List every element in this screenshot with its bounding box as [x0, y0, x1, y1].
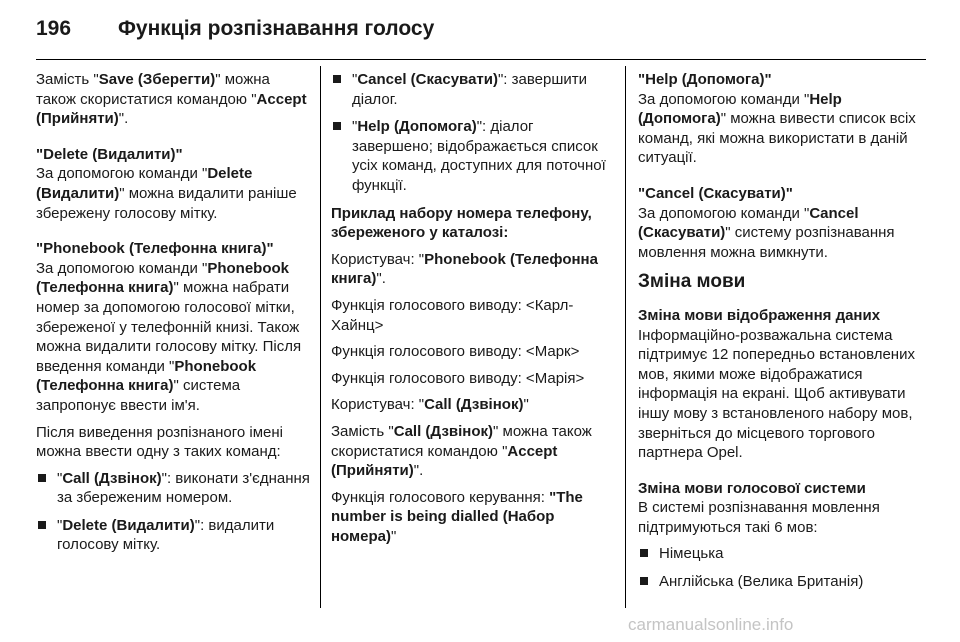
column-divider: [625, 66, 626, 608]
header-rule: [36, 59, 926, 60]
page-header: [36, 17, 926, 51]
command-list: [331, 70, 607, 196]
paragraph: За допомогою команди "Help (Допомога)" можна вивести список всіх команд, які можна використати в даній ситуації.: [638, 90, 916, 167]
paragraph: Функція голосового виводу: <Карл-Хайнц>: [331, 296, 574, 334]
command-list: [36, 469, 312, 555]
list-item: Німецька: [638, 544, 918, 564]
page-number: 196: [36, 17, 72, 40]
bullet-icon: [38, 474, 46, 482]
column-2: [331, 70, 607, 553]
paragraph: Користувач: "Phonebook (Телефонна книга)".: [331, 250, 598, 288]
paragraph: За допомогою команди "Delete (Видалити)" можна видалити раніше збережену голосову мітку.: [36, 165, 297, 222]
subheading: Приклад набору номера телефону, збереженого у каталозі:: [331, 204, 592, 242]
column-3: [638, 70, 918, 600]
bullet-icon: [640, 577, 648, 585]
list-item: Англійська (Велика Британія): [638, 572, 918, 592]
bullet-icon: [333, 122, 341, 130]
subheading: "Help (Допомога)": [638, 71, 772, 88]
paragraph: Функція голосового керування: "The number is being dialled (Набор номера)": [331, 488, 583, 545]
subheading: "Phonebook (Телефонна книга)": [36, 240, 274, 258]
paragraph: Користувач: "Call (Дзвінок)": [331, 396, 529, 414]
bullet-icon: [38, 521, 46, 529]
bullet-icon: [640, 549, 648, 557]
subheading: "Delete (Видалити)": [36, 145, 183, 163]
section-heading: Зміна мови: [638, 271, 746, 293]
paragraph: За допомогою команди "Cancel (Скасувати)" систему розпізнавання мовлення можна вимкнути.: [638, 204, 895, 261]
paragraph: Інформаційно-розважальна система підтримує 12 попередньо встановлених мов, якими може відображатися інформація на екрані. Щоб активувати іншу мову з встановленого набору мов, зверніться до місцевого торгового партнера Opel.: [638, 326, 915, 462]
paragraph: Функція голосового виводу: <Марія>: [331, 369, 585, 387]
column-divider: [320, 66, 321, 608]
paragraph: В системі розпізнавання мовлення підтримуються такі 6 мов:: [638, 499, 880, 536]
list-item: "Help (Допомога)": діалог завершено; відображається список усіх команд, доступних для поточної функції.: [331, 117, 607, 195]
watermark: carmanualsonline.info: [628, 615, 794, 634]
column-1: [36, 70, 312, 563]
subheading: "Cancel (Скасувати)": [638, 184, 793, 202]
paragraph: Після виведення розпізнаного імені можна ввести одну з таких команд:: [36, 423, 284, 461]
bullet-icon: [333, 75, 341, 83]
paragraph: За допомогою команди "Phonebook (Телефонна книга)" можна набрати номер за допомогою голосової мітки, збереженої у телефонній книзі. Також можна видалити голосову мітку. Після введення команди "Phonebook (Телефонна книга)" система запропонує ввести ім'я.: [36, 259, 302, 414]
page-title: Функція розпізнавання голосу: [118, 17, 435, 40]
subheading: Зміна мови відображення даних: [638, 306, 881, 324]
paragraph: Замість "Save (Зберегти)" можна також скористатися командою "Accept (Прийняти)".: [36, 71, 307, 128]
list-item: "Delete (Видалити)": видалити голосову мітку.: [36, 516, 312, 555]
language-list: [638, 544, 918, 591]
paragraph: Функція голосового виводу: <Марк>: [331, 343, 580, 361]
paragraph: Замість "Call (Дзвінок)" можна також скористатися командою "Accept (Прийняти)".: [331, 422, 592, 480]
subheading: Зміна мови голосової системи: [638, 479, 866, 497]
list-item: "Call (Дзвінок)": виконати з'єднання за збереженим номером.: [36, 469, 312, 508]
list-item: "Cancel (Скасувати)": завершити діалог.: [331, 70, 607, 109]
